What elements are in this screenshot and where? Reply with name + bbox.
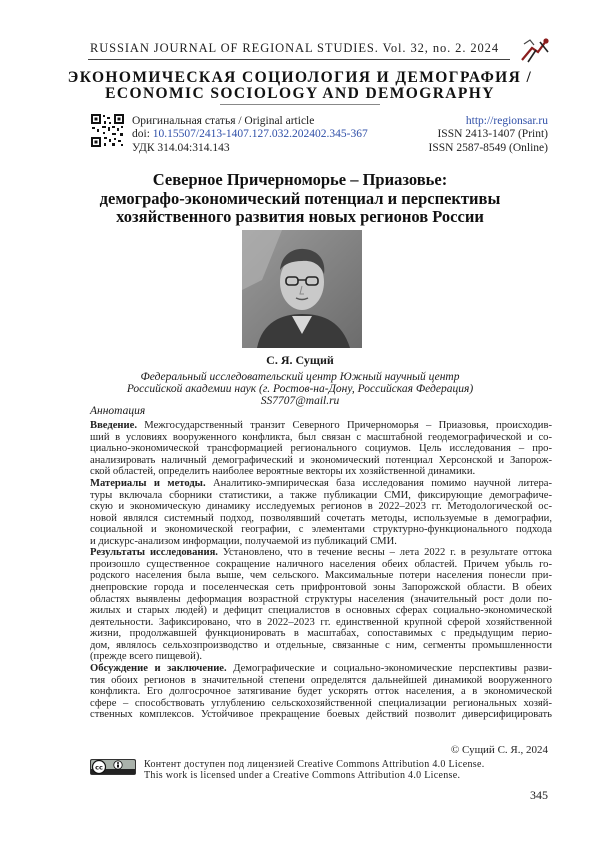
abstract-line: жилых и старых людей) и дефицит специалистов в основных сферах социально-экономической [90, 605, 552, 616]
abstract-line: ший в условиях вооруженного конфликта, был связан с масштабной геодемографической и со- [90, 432, 552, 443]
abstract-line: новой являлся системный подход, позволявший сочетать методы, используемые в демографии, [90, 513, 552, 524]
author-photo [242, 230, 362, 348]
abstract-line: произошло существенное сокращение наличного населения обеих областей. Причем убыль го- [90, 559, 552, 570]
methods-label: Материалы и методы. [90, 478, 206, 489]
doi-label: doi: [132, 128, 150, 140]
abstract-line: Введение. Межгосударственный транзит Северного Причерноморья – Приазовья, происходив- [90, 420, 552, 431]
abstract-line: деятельности. Зафиксировано, что в 2022–2023 гг. единственной крупной сферой хозяйственной [90, 617, 552, 628]
abstract-line: родского населения была выше, чем сельского. Максимальные потери населения понесли при- [90, 570, 552, 581]
author-email: SS7707@mail.ru [260, 395, 340, 407]
abstract-line: ственных комплексов. Устойчивое прекращение боевых действий позволит диверсифицировать [90, 709, 552, 720]
abstract-line: туры включала сборники статистики, а также публикации СМИ, фиксирующие демографиче- [90, 490, 552, 501]
abstract-line: областях выявлены деформация возрастной структуры населения (значительный рост доли по- [90, 594, 552, 605]
abstract-line: анализировать наличный демографический и экономический потенциал Херсонской и Запорож- [90, 455, 552, 466]
abstract-line: ской областей, определить наиболее вероятные векторы их хозяйственной динамики. [90, 466, 476, 477]
discussion-label: Обсуждение и заключение. [90, 663, 227, 674]
header-rule [88, 59, 510, 60]
abstract-line: жизни, продолжавшей функционировать в масштабах, сопоставимых с предыдущим перио- [90, 628, 552, 639]
issn-print: ISSN 2413-1407 (Print) [437, 128, 548, 140]
affiliation-line-1: Федеральный исследовательский центр Южный научный центр [140, 371, 460, 383]
page-number: 345 [530, 788, 548, 802]
section-title-en: ECONOMIC SOCIOLOGY AND DEMOGRAPHY [105, 85, 495, 102]
journal-logo-icon [518, 36, 552, 66]
svg-text:cc: cc [95, 763, 103, 772]
abstract-line: днепровские города и поселенческая сеть прифронтовой зоны Запорожской области. В обеих [90, 582, 552, 593]
article-type: Оригинальная статья / Original article [132, 115, 315, 127]
author-name: С. Я. Сущий [266, 353, 334, 367]
journal-header: RUSSIAN JOURNAL OF REGIONAL STUDIES. Vol. 32, no. 2. 2024 [90, 41, 499, 55]
abstract-line: тия обоих регионов в значительной степени определятся дальнейшей динамикой вооруженного [90, 675, 552, 686]
doi-link[interactable]: 10.15507/2413-1407.127.032.202402.345-367 [152, 128, 368, 140]
website-link[interactable]: http://regionsar.ru [465, 115, 548, 127]
cc-by-license-icon[interactable] [90, 759, 136, 775]
abstract-line: Материалы и методы. Аналитико-эмпирическая база исследования помимо научной литера- [90, 478, 552, 489]
license-en: This work is licensed under a Creative Commons Attribution 4.0 License. [144, 770, 461, 781]
udk-code: УДК 314.04:314.143 [132, 142, 230, 154]
abstract-line: сфере – способствовать углублению сельскохозяйственной специализации региональных хозяй- [90, 698, 552, 709]
abstract-line: циально-экономической трансформацией регионального социумов. Цель исследования – про- [90, 443, 552, 454]
abstract-line: Обсуждение и заключение. Демографические и социально-экономические перспективы разви- [90, 663, 552, 674]
abstract-line: социальной и экономической географии, с элементами структурно-функционального подхода [90, 524, 552, 535]
abstract-line: скую и экономическую динамику исследуемых регионов в 2022–2023 гг. Методологической ос- [90, 501, 552, 512]
license-ru: Контент доступен под лицензией Creative Commons Attribution 4.0 License. [144, 759, 485, 770]
results-label: Результаты исследования. [90, 547, 218, 558]
section-rule [220, 104, 380, 105]
doi-line [132, 128, 368, 141]
issn-online: ISSN 2587-8549 (Online) [428, 142, 548, 154]
abstract-line: конфликта. Его долгосрочное затягивание будет ускорять отток населения, а в экономической [90, 686, 552, 697]
abstract-line: дом, являлось сельхозпроизводство и отдельные, связанные с ним, сегменты промышленности [90, 640, 552, 651]
intro-label: Введение. [90, 420, 137, 431]
abstract-line: (прежде всего пищевой). [90, 651, 203, 662]
article-title-line-1: Северное Причерноморье – Приазовье: [152, 170, 448, 189]
affiliation-line-2: Российской академии наук (г. Ростов-на-Дону, Российская Федерация) [126, 383, 474, 395]
qr-code-icon [90, 113, 125, 148]
article-title-line-2: демографо-экономический потенциал и перспективы [99, 189, 501, 208]
abstract-label: Аннотация [90, 405, 146, 417]
abstract-line: Результаты исследования. Установлено, что в течение весны – лета 2022 г. в результате оттока [90, 547, 552, 558]
abstract-line: и дискурс-анализом информации, получаемой из публикаций СМИ. [90, 536, 397, 547]
copyright: © Сущий С. Я., 2024 [450, 744, 548, 756]
section-title-ru: ЭКОНОМИЧЕСКАЯ СОЦИОЛОГИЯ И ДЕМОГРАФИЯ / [67, 69, 533, 86]
article-title-line-3: хозяйственного развития новых регионов России [116, 207, 484, 226]
